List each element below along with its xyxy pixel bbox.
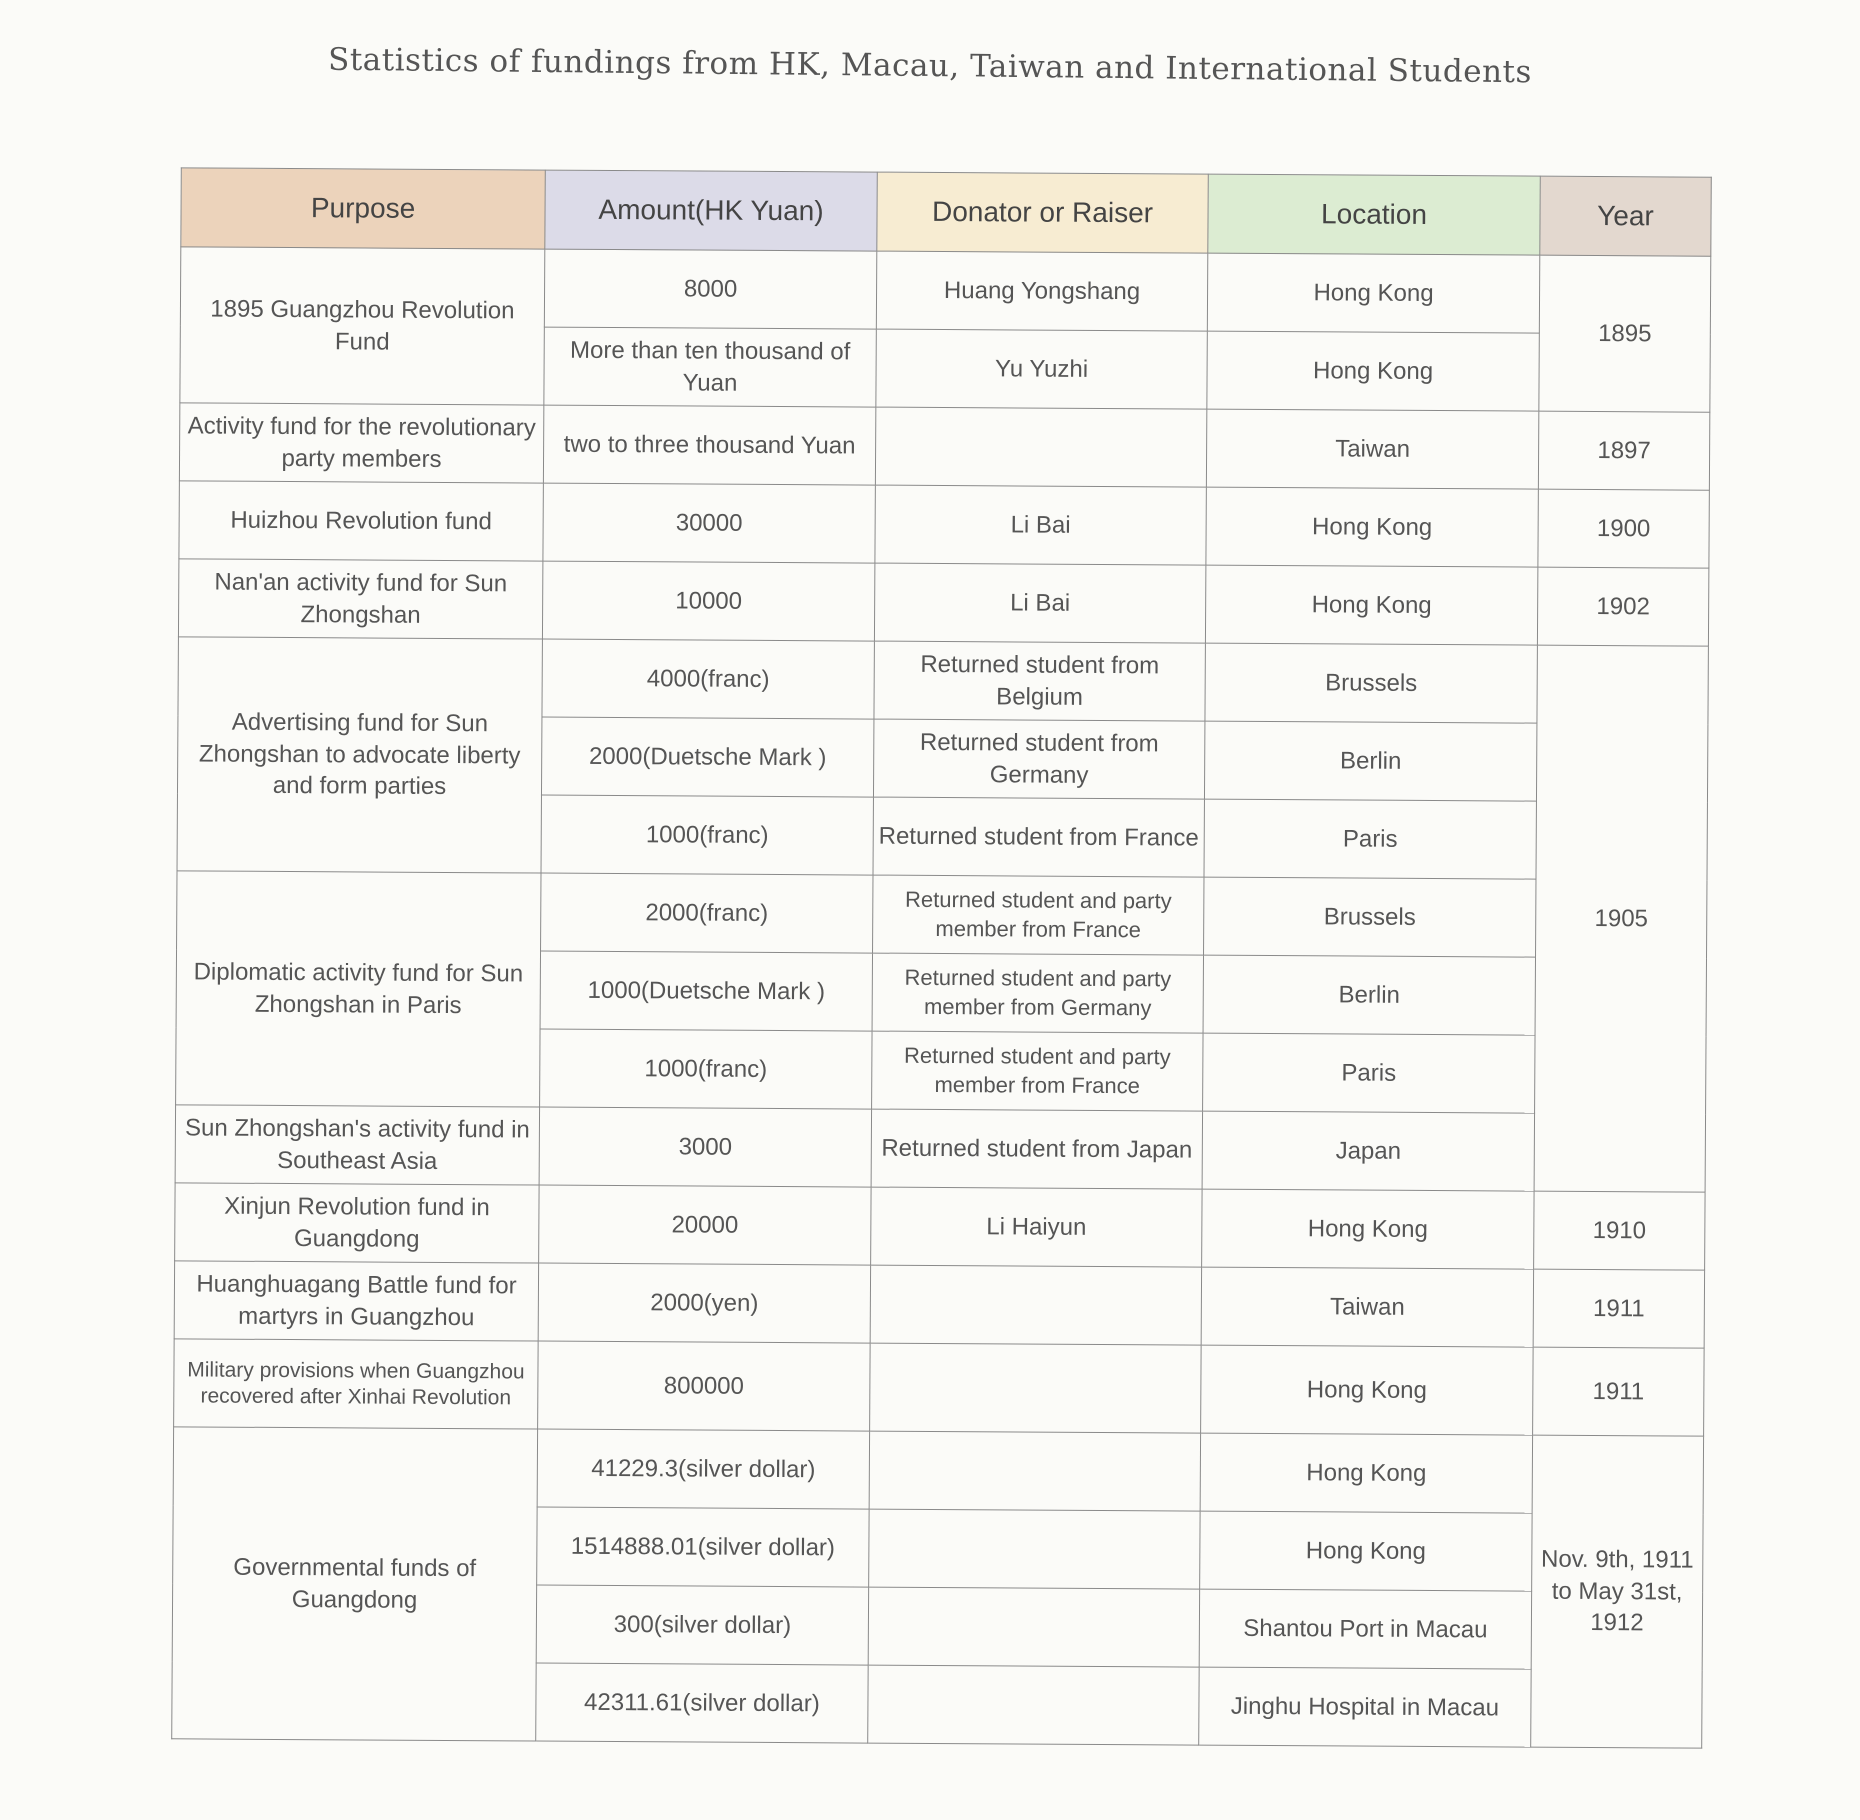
donor-cell <box>875 407 1206 487</box>
amount-cell: 41229.3(silver dollar) <box>537 1429 869 1509</box>
table-row <box>180 247 1710 334</box>
location-cell: Jinghu Hospital in Macau <box>1199 1667 1531 1747</box>
amount-cell: 42311.61(silver dollar) <box>536 1663 868 1743</box>
amount-cell: 2000(yen) <box>538 1263 870 1343</box>
donor-cell <box>869 1431 1200 1511</box>
year-cell: 1911 <box>1533 1269 1704 1348</box>
year-cell: 1910 <box>1534 1191 1705 1270</box>
amount-cell: 800000 <box>538 1341 871 1431</box>
location-cell: Hong Kong <box>1200 1511 1532 1591</box>
donor-cell: Returned student from France <box>873 797 1204 877</box>
donor-cell: Returned student and party member from Germany <box>872 953 1203 1033</box>
location-cell: Hong Kong <box>1201 1345 1534 1435</box>
location-cell: Berlin <box>1203 955 1535 1035</box>
header-amount: Amount(HK Yuan) <box>545 170 877 251</box>
year-cell: Nov. 9th, 1911 to May 31st, 1912 <box>1531 1435 1704 1748</box>
table-row <box>175 1105 1705 1192</box>
table-row <box>179 481 1709 568</box>
donor-cell <box>869 1509 1200 1589</box>
amount-cell: 1000(franc) <box>541 795 873 875</box>
header-donor: Donator or Raiser <box>877 172 1208 253</box>
funding-table-container <box>171 167 1711 1746</box>
donor-cell <box>868 1587 1199 1667</box>
location-cell: Taiwan <box>1206 409 1538 489</box>
amount-cell: 30000 <box>543 483 875 563</box>
location-cell: Hong Kong <box>1207 331 1539 411</box>
amount-cell: More than ten thousand of Yuan <box>544 327 876 407</box>
purpose-cell: Nan'an activity fund for Sun Zhongshan <box>178 559 542 639</box>
location-cell: Shantou Port in Macau <box>1199 1589 1531 1669</box>
header-year: Year <box>1540 176 1711 256</box>
purpose-cell: Xinjun Revolution fund in Guangdong <box>175 1183 539 1263</box>
location-cell: Taiwan <box>1201 1267 1533 1347</box>
year-cell: 1911 <box>1533 1347 1705 1436</box>
location-cell: Paris <box>1204 799 1536 879</box>
donor-cell <box>870 1265 1201 1345</box>
year-cell: 1902 <box>1537 567 1708 646</box>
purpose-cell: Diplomatic activity fund for Sun Zhongshan in Paris <box>176 871 541 1107</box>
amount-cell: 1000(Duetsche Mark ) <box>540 951 872 1031</box>
donor-cell: Yu Yuzhi <box>876 329 1207 409</box>
amount-cell: 1514888.01(silver dollar) <box>537 1507 869 1587</box>
donor-cell <box>868 1665 1199 1745</box>
table-row <box>178 637 1708 724</box>
table-row <box>179 403 1709 490</box>
purpose-cell: 1895 Guangzhou Revolution Fund <box>180 247 545 405</box>
purpose-cell: Huanghuagang Battle fund for martyrs in Guangzhou <box>174 1261 538 1341</box>
location-cell: Hong Kong <box>1207 253 1539 333</box>
donor-cell: Huang Yongshang <box>876 251 1207 331</box>
table-row <box>173 1427 1703 1514</box>
location-cell: Hong Kong <box>1202 1189 1534 1269</box>
location-cell: Hong Kong <box>1206 487 1538 567</box>
header-purpose: Purpose <box>181 168 545 249</box>
donor-cell: Li Bai <box>874 563 1205 643</box>
donor-cell <box>870 1343 1202 1433</box>
year-cell: 1895 <box>1539 255 1711 412</box>
funding-table <box>171 167 1712 1748</box>
table-row <box>174 1339 1705 1436</box>
donor-cell: Li Bai <box>875 485 1206 565</box>
donor-cell: Returned student and party member from France <box>872 1031 1203 1111</box>
purpose-cell: Military provisions when Guangzhou recovered after Xinhai Revolution <box>174 1339 539 1429</box>
year-cell: 1897 <box>1538 411 1709 490</box>
amount-cell: 4000(franc) <box>542 639 874 719</box>
table-row <box>174 1261 1704 1348</box>
donor-cell: Returned student from Belgium <box>874 641 1205 721</box>
amount-cell: 300(silver dollar) <box>536 1585 868 1665</box>
purpose-cell: Advertising fund for Sun Zhongshan to advocate liberty and form parties <box>177 637 542 873</box>
donor-cell: Returned student from Japan <box>871 1109 1202 1189</box>
amount-cell: two to three thousand Yuan <box>543 405 875 485</box>
purpose-cell: Huizhou Revolution fund <box>179 481 543 561</box>
location-cell: Paris <box>1203 1033 1535 1113</box>
amount-cell: 3000 <box>539 1107 871 1187</box>
table-row <box>178 559 1708 646</box>
location-cell: Hong Kong <box>1200 1433 1532 1513</box>
table-row <box>177 871 1707 958</box>
amount-cell: 1000(franc) <box>540 1029 872 1109</box>
header-row <box>181 168 1711 256</box>
location-cell: Brussels <box>1205 643 1537 723</box>
amount-cell: 2000(franc) <box>541 873 873 953</box>
location-cell: Brussels <box>1204 877 1536 957</box>
year-cell: 1905 <box>1534 645 1708 1192</box>
amount-cell: 20000 <box>539 1185 871 1265</box>
amount-cell: 10000 <box>542 561 874 641</box>
purpose-cell: Governmental funds of Guangdong <box>172 1427 538 1741</box>
location-cell: Berlin <box>1204 721 1536 801</box>
year-cell: 1900 <box>1538 489 1709 568</box>
purpose-cell: Sun Zhongshan's activity fund in Southeast Asia <box>175 1105 539 1185</box>
amount-cell: 2000(Duetsche Mark ) <box>541 717 873 797</box>
donor-cell: Returned student from Germany <box>873 719 1204 799</box>
donor-cell: Returned student and party member from France <box>873 875 1204 955</box>
location-cell: Japan <box>1202 1111 1534 1191</box>
location-cell: Hong Kong <box>1205 565 1537 645</box>
page-title: Statistics of fundings from HK, Macau, Taiwan and International Students <box>327 41 1533 91</box>
table-row <box>175 1183 1705 1270</box>
purpose-cell: Activity fund for the revolutionary party members <box>179 403 543 483</box>
donor-cell: Li Haiyun <box>871 1187 1202 1267</box>
header-location: Location <box>1208 174 1540 255</box>
amount-cell: 8000 <box>544 249 876 329</box>
